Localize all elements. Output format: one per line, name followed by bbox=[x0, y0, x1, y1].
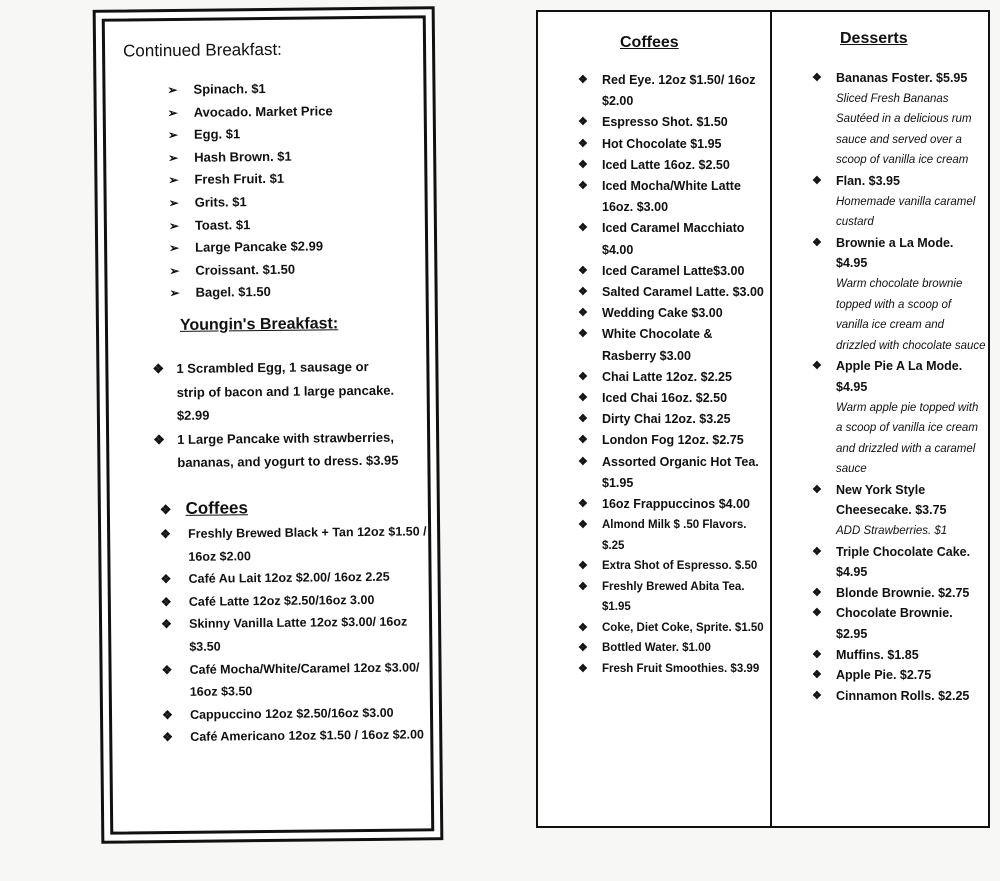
arrow-bullet-icon bbox=[169, 214, 195, 237]
list-item: ❖ Cinnamon Rolls. $2.25 bbox=[810, 686, 986, 707]
continued-breakfast-list bbox=[167, 77, 334, 305]
list-item: ❖ Apple Pie. $2.75 bbox=[810, 665, 986, 686]
item-description: Homemade vanilla caramel custard bbox=[836, 195, 976, 229]
diamond-bullet-icon bbox=[578, 430, 588, 451]
arrow-bullet-icon bbox=[167, 79, 193, 102]
item-description: Warm chocolate brownie topped with a scoop of vanilla ice cream and drizzled with chocolate sauce bbox=[836, 277, 986, 352]
diamond-bullet-icon bbox=[160, 568, 171, 591]
list-item: ➢Fresh Fruit. $1 bbox=[168, 168, 333, 192]
list-item: ❖ Café Americano 12oz $1.50 / 16oz $2.00 bbox=[162, 724, 430, 749]
list-item: ➢Bagel. $1.50 bbox=[170, 281, 335, 305]
right-coffees-heading: Coffees bbox=[620, 34, 679, 51]
list-item: ❖ Brownie a La Mode. $4.95 Warm chocolate brownie topped with a scoop of vanilla ice cream and drizzled with chocolate sauce bbox=[810, 233, 986, 357]
list-item: ❖ 16oz Frappuccinos $4.00 bbox=[576, 494, 766, 515]
diamond-bullet-icon bbox=[161, 613, 172, 636]
right-coffee-list bbox=[576, 70, 766, 679]
diamond-bullet-icon bbox=[578, 452, 588, 473]
continued-breakfast-title: Continued Breakfast: bbox=[122, 39, 282, 61]
list-item: ❖ Hot Chocolate $1.95 bbox=[576, 134, 766, 155]
column-divider bbox=[770, 12, 772, 826]
diamond-bullet-icon bbox=[578, 324, 588, 345]
diamond-bullet-icon bbox=[812, 233, 822, 254]
diamond-bullet-icon bbox=[578, 282, 588, 303]
diamond-bullet-icon bbox=[153, 428, 165, 452]
list-item: ❖ Extra Shot of Espresso. $.50 bbox=[576, 556, 766, 577]
diamond-bullet-icon bbox=[578, 409, 588, 430]
list-item: ❖ Bottled Water. $1.00 bbox=[576, 638, 766, 659]
diamond-bullet-icon bbox=[812, 171, 822, 192]
item-description: Warm apple pie topped with a scoop of vanilla ice cream and drizzled with a caramel sauce bbox=[836, 401, 979, 476]
list-item: ❖ Muffins. $1.85 bbox=[810, 645, 986, 666]
arrow-bullet-icon bbox=[168, 124, 194, 147]
list-item: ❖ Blonde Brownie. $2.75 bbox=[810, 583, 986, 604]
list-item: ❖ Iced Mocha/White Latte 16oz. $3.00 bbox=[576, 176, 766, 218]
diamond-bullet-icon bbox=[812, 542, 822, 563]
desserts-list bbox=[810, 68, 986, 706]
left-menu-inner-border bbox=[102, 15, 435, 834]
list-item: ❖ Flan. $3.95 Homemade vanilla caramel custard bbox=[810, 171, 986, 233]
list-item: ❖ Café Latte 12oz $2.50/16oz 3.00 bbox=[161, 588, 429, 613]
youngins-breakfast-title: Youngin's Breakfast: bbox=[179, 315, 339, 334]
list-item: ❖ Café Mocha/White/Caramel 12oz $3.00/ 16oz $3.50 bbox=[161, 656, 429, 704]
diamond-bullet-icon bbox=[578, 577, 588, 598]
left-coffees-heading: ❖ Coffees bbox=[160, 498, 248, 519]
diamond-bullet-icon bbox=[161, 659, 172, 682]
arrow-bullet-icon bbox=[168, 101, 194, 124]
list-item: ❖ White Chocolate & Rasberry $3.00 bbox=[576, 324, 766, 366]
diamond-bullet-icon bbox=[578, 556, 588, 577]
diamond-bullet-icon bbox=[578, 70, 588, 91]
list-item: ❖ Iced Chai 16oz. $2.50 bbox=[576, 388, 766, 409]
list-item: ➢Spinach. $1 bbox=[167, 77, 332, 101]
list-item: ❖ Fresh Fruit Smoothies. $3.99 bbox=[576, 659, 766, 680]
diamond-bullet-icon bbox=[152, 357, 164, 381]
list-item: ❖ Coke, Diet Coke, Sprite. $1.50 bbox=[576, 618, 766, 639]
list-item: ❖ Wedding Cake $3.00 bbox=[576, 303, 766, 324]
diamond-bullet-icon bbox=[578, 112, 588, 133]
list-item: ➢Toast. $1 bbox=[169, 213, 334, 237]
list-item: ➢Egg. $1 bbox=[168, 122, 333, 146]
item-description: Sliced Fresh Bananas Sautéed in a delicious rum sauce and served over a scoop of vanilla ice cream bbox=[836, 92, 972, 167]
list-item: ➢Grits. $1 bbox=[169, 190, 334, 214]
diamond-bullet-icon bbox=[160, 523, 171, 546]
diamond-bullet-icon bbox=[578, 134, 588, 155]
diamond-bullet-icon bbox=[162, 704, 173, 727]
list-item: ❖ Salted Caramel Latte. $3.00 bbox=[576, 282, 766, 303]
diamond-bullet-icon bbox=[812, 356, 822, 377]
arrow-bullet-icon bbox=[170, 282, 196, 305]
diamond-bullet-icon bbox=[578, 176, 588, 197]
list-item: ❖ Bananas Foster. $5.95 Sliced Fresh Bananas Sautéed in a delicious rum sauce and served over a scoop of vanilla ice cream bbox=[810, 68, 986, 171]
diamond-bullet-icon bbox=[578, 515, 588, 536]
list-item: ❖ 1 Scrambled Egg, 1 sausage or strip of bacon and 1 large pancake. $2.99 bbox=[148, 355, 399, 428]
right-menu-page bbox=[536, 10, 990, 828]
list-item: ❖ Triple Chocolate Cake. $4.95 bbox=[810, 542, 986, 583]
diamond-bullet-icon bbox=[161, 591, 172, 614]
diamond-bullet-icon bbox=[578, 638, 588, 659]
arrow-bullet-icon bbox=[169, 192, 195, 215]
diamond-bullet-icon bbox=[812, 686, 822, 707]
diamond-bullet-icon bbox=[812, 645, 822, 666]
list-item: ❖ Dirty Chai 12oz. $3.25 bbox=[576, 409, 766, 430]
list-item: ❖ Apple Pie A La Mode. $4.95 Warm apple pie topped with a scoop of vanilla ice cream and drizzled with a caramel sauce bbox=[810, 356, 986, 480]
list-item: ❖ Café Au Lait 12oz $2.00/ 16oz 2.25 bbox=[160, 566, 428, 591]
list-item: ❖ Cappuccino 12oz $2.50/16oz $3.00 bbox=[162, 701, 430, 726]
list-item: ❖ Iced Caramel Macchiato $4.00 bbox=[576, 218, 766, 260]
list-item: ❖ 1 Large Pancake with strawberries, bananas, and yogurt to dress. $3.95 bbox=[149, 425, 399, 475]
list-item: ❖ Assorted Organic Hot Tea. $1.95 bbox=[576, 452, 766, 494]
list-item: ❖ Chocolate Brownie. $2.95 bbox=[810, 603, 986, 644]
list-item: ❖ Red Eye. 12oz $1.50/ 16oz $2.00 bbox=[576, 70, 766, 112]
diamond-bullet-icon bbox=[812, 665, 822, 686]
left-coffee-list bbox=[160, 520, 430, 749]
list-item: ➢Hash Brown. $1 bbox=[168, 145, 333, 169]
arrow-bullet-icon bbox=[169, 260, 195, 283]
list-item: ➢Large Pancake $2.99 bbox=[169, 235, 334, 259]
diamond-bullet-icon bbox=[812, 583, 822, 604]
diamond-bullet-icon bbox=[578, 261, 588, 282]
diamond-bullet-icon bbox=[578, 494, 588, 515]
list-item: ➢Avocado. Market Price bbox=[168, 100, 333, 124]
left-menu-page bbox=[93, 6, 444, 844]
list-item: ❖ Freshly Brewed Abita Tea. $1.95 bbox=[576, 577, 766, 618]
list-item: ❖ Almond Milk $ .50 Flavors. $.25 bbox=[576, 515, 766, 556]
diamond-bullet-icon bbox=[578, 388, 588, 409]
list-item: ❖ Freshly Brewed Black + Tan 12oz $1.50 / 16oz $2.00 bbox=[160, 520, 428, 568]
arrow-bullet-icon bbox=[168, 147, 194, 170]
diamond-bullet-icon bbox=[578, 618, 588, 639]
list-item: ❖ London Fog 12oz. $2.75 bbox=[576, 430, 766, 451]
diamond-bullet-icon bbox=[812, 480, 822, 501]
list-item: ❖ Iced Latte 16oz. $2.50 bbox=[576, 155, 766, 176]
list-item: ❖ New York Style Cheesecake. $3.75 ADD Strawberries. $1 bbox=[810, 480, 986, 542]
diamond-bullet-icon bbox=[578, 659, 588, 680]
list-item: ❖ Espresso Shot. $1.50 bbox=[576, 112, 766, 133]
diamond-bullet-icon bbox=[162, 726, 173, 749]
item-description: ADD Strawberries. $1 bbox=[836, 525, 948, 538]
diamond-bullet-icon bbox=[578, 155, 588, 176]
list-item: ➢Croissant. $1.50 bbox=[169, 258, 334, 282]
diamond-bullet-icon bbox=[812, 603, 822, 624]
desserts-heading: Desserts bbox=[840, 30, 908, 47]
diamond-bullet-icon bbox=[578, 303, 588, 324]
diamond-bullet-icon bbox=[578, 218, 588, 239]
arrow-bullet-icon bbox=[168, 169, 194, 192]
arrow-bullet-icon bbox=[169, 237, 195, 260]
youngins-breakfast-list bbox=[148, 355, 399, 475]
diamond-bullet-icon bbox=[160, 502, 172, 517]
diamond-bullet-icon bbox=[812, 68, 822, 89]
diamond-bullet-icon bbox=[578, 367, 588, 388]
list-item: ❖ Chai Latte 12oz. $2.25 bbox=[576, 367, 766, 388]
list-item: ❖ Iced Caramel Latte$3.00 bbox=[576, 261, 766, 282]
list-item: ❖ Skinny Vanilla Latte 12oz $3.00/ 16oz $3.50 bbox=[161, 611, 429, 659]
